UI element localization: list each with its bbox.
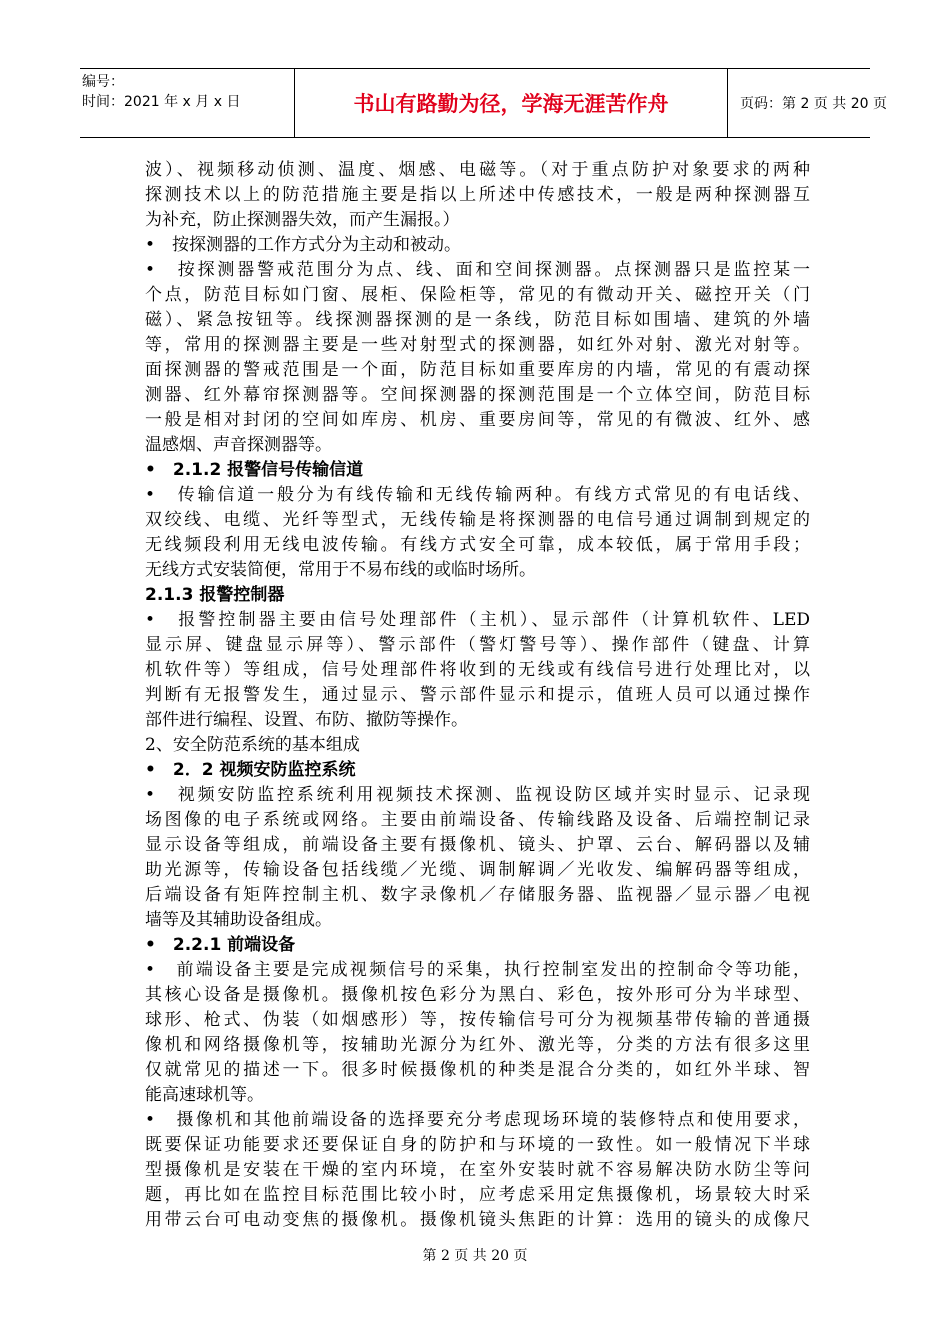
body-text-line: • 报警控制器主要由信号处理部件（主机）、显示部件（计算机软件、LED bbox=[145, 610, 810, 630]
document-number-label: 编号： bbox=[82, 74, 124, 90]
page-footer: 第 2 页 共 20 页 bbox=[422, 1248, 528, 1264]
body-text-line: 题，再比如在监控目标范围比较小时，应考虑采用定焦摄像机，场景较大时采 bbox=[145, 1185, 810, 1205]
document-body bbox=[145, 158, 810, 1233]
body-text-line: 后端设备有矩阵控制主机、数字录像机／存储服务器、监视器／显示器／电视 bbox=[145, 885, 810, 905]
body-text-line: 温感烟、声音探测器等。 bbox=[145, 435, 332, 455]
body-text-line: 墙等及其辅助设备组成。 bbox=[145, 910, 332, 930]
body-text-line: 显示设备等组成，前端设备主要有摄像机、镜头、护罩、云台、解码器以及辅 bbox=[145, 835, 810, 855]
body-text-line: 既要保证功能要求还要保证自身的防护和与环境的一致性。如一般情况下半球 bbox=[145, 1135, 810, 1155]
body-text-line: 场图像的电子系统或网络。主要由前端设备、传输线路及设备、后端控制记录 bbox=[145, 810, 810, 830]
section-heading: • 2．2 视频安防监控系统 bbox=[145, 760, 356, 780]
body-text-line: 测器、红外幕帘探测器等。空间探测器的探测范围是一个立体空间，防范目标 bbox=[145, 385, 810, 405]
body-text-line: 其核心设备是摄像机。摄像机按色彩分为黑白、彩色，按外形可分为半球型、 bbox=[145, 985, 810, 1005]
body-text-line: 为补充，防止探测器失效，而产生漏报。） bbox=[145, 210, 460, 230]
header-page-info: 页码：第 2 页 共 20 页 bbox=[740, 96, 887, 112]
body-text-line: • 摄像机和其他前端设备的选择要充分考虑现场环境的装修特点和使用要求， bbox=[145, 1110, 810, 1130]
body-text-line: 无线方式安装简便，常用于不易布线的或临时场所。 bbox=[145, 560, 536, 580]
page-header bbox=[80, 68, 887, 138]
document-date: 时间：2021 年 x 月 x 日 bbox=[82, 94, 241, 110]
body-text-line: 面探测器的警戒范围是一个面，防范目标如重要库房的内墙，常见的有震动探 bbox=[145, 360, 810, 380]
body-text-line: • 传输信道一般分为有线传输和无线传输两种。有线方式常见的有电话线、 bbox=[145, 485, 810, 505]
body-text-line: 一般是相对封闭的空间如库房、机房、重要房间等，常见的有微波、红外、感 bbox=[145, 410, 810, 430]
body-text-line: 像机和网络摄像机等，按辅助光源分为红外、激光等，分类的方法有很多这里 bbox=[145, 1035, 810, 1055]
body-text-line: 能高速球机等。 bbox=[145, 1085, 264, 1105]
body-text-line: • 按探测器的工作方式分为主动和被动。 bbox=[145, 235, 462, 255]
body-text-line: 显示屏、键盘显示屏等）、警示部件（警灯警号等）、操作部件（键盘、计算 bbox=[145, 635, 810, 655]
section-heading: • 2.2.1 前端设备 bbox=[145, 935, 296, 955]
header-motto: 书山有路勤为径，学海无涯苦作舟 bbox=[294, 69, 728, 137]
body-text-line: • 视频安防监控系统利用视频技术探测、监视设防区域并实时显示、记录现 bbox=[145, 785, 810, 805]
body-text-line: 探测技术以上的防范措施主要是指以上所述中传感技术，一般是两种探测器互 bbox=[145, 185, 810, 205]
body-text-line: 用带云台可电动变焦的摄像机。摄像机镜头焦距的计算：选用的镜头的成像尺 bbox=[145, 1210, 810, 1230]
body-text-line: 球形、枪式、伪装（如烟感形）等，按传输信号可分为视频基带传输的普通摄 bbox=[145, 1010, 810, 1030]
body-text-line: 个点，防范目标如门窗、展柜、保险柜等，常见的有微动开关、磁控开关（门 bbox=[145, 285, 810, 305]
section-heading: 2.1.3 报警控制器 bbox=[145, 585, 285, 605]
body-text-line: 2、安全防范系统的基本组成 bbox=[145, 735, 360, 755]
body-text-line: 仅就常见的描述一下。很多时候摄像机的种类是混合分类的，如红外半球、智 bbox=[145, 1060, 810, 1080]
body-text-line: 部件进行编程、设置、布防、撤防等操作。 bbox=[145, 710, 468, 730]
body-text-line: 无线频段利用无线电波传输。有线方式安全可靠，成本较低，属于常用手段； bbox=[145, 535, 810, 555]
body-text-line: • 按探测器警戒范围分为点、线、面和空间探测器。点探测器只是监控某一 bbox=[145, 260, 810, 280]
body-text-line: 双绞线、电缆、光纤等型式，无线传输是将探测器的电信号通过调制到规定的 bbox=[145, 510, 810, 530]
body-text-line: 磁）、紧急按钮等。线探测器探测的是一条线，防范目标如围墙、建筑的外墙 bbox=[145, 310, 810, 330]
section-heading: • 2.1.2 报警信号传输信道 bbox=[145, 460, 364, 480]
header-meta bbox=[82, 72, 282, 112]
body-text-line: 波）、视频移动侦测、温度、烟感、电磁等。（对于重点防护对象要求的两种 bbox=[145, 160, 810, 180]
body-text-line: 机软件等）等组成，信号处理部件将收到的无线或有线信号进行处理比对，以 bbox=[145, 660, 810, 680]
body-text-line: 判断有无报警发生，通过显示、警示部件显示和提示，值班人员可以通过操作 bbox=[145, 685, 810, 705]
body-text-line: • 前端设备主要是完成视频信号的采集，执行控制室发出的控制命令等功能， bbox=[145, 960, 810, 980]
body-text-line: 助光源等，传输设备包括线缆／光缆、调制解调／光收发、编解码器等组成， bbox=[145, 860, 810, 880]
body-text-line: 等，常用的探测器主要是一些对射型式的探测器，如红外对射、激光对射等。 bbox=[145, 335, 810, 355]
body-text-line: 型摄像机是安装在干燥的室内环境，在室外安装时就不容易解决防水防尘等问 bbox=[145, 1160, 810, 1180]
